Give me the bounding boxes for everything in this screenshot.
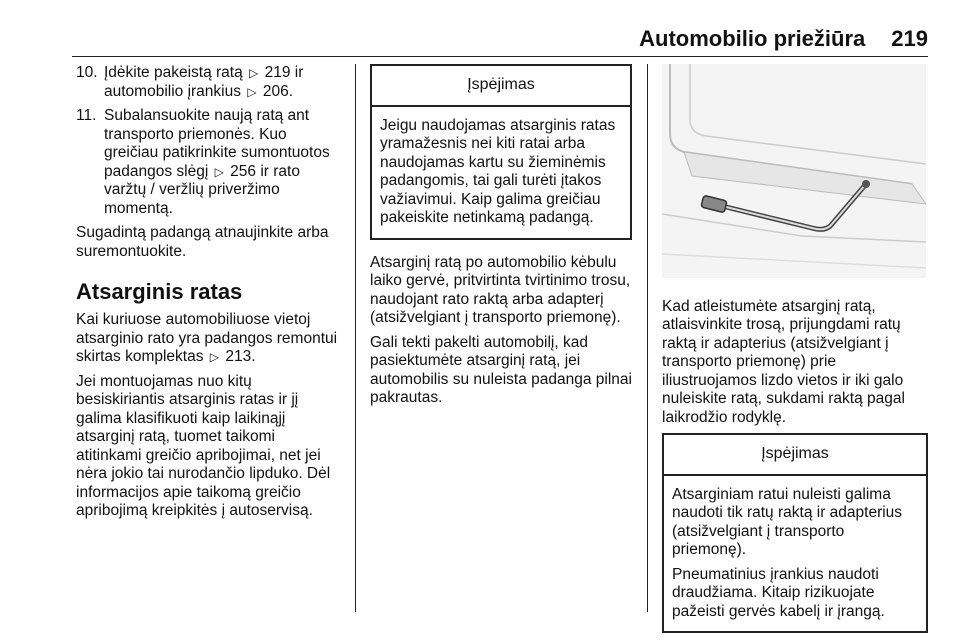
page-reference: 213. [225,348,256,365]
paragraph-damaged-tire: Sugadintą padangą atnaujinkite arba suremontuokite. [76,224,329,260]
paragraph-repair-kit [76,311,344,367]
paragraph-text: Kai kuriuose automobiliuose vietoj atsarginio rato yra padangos remontui skirtas komplektas [76,311,338,365]
column-1 [76,64,344,527]
section-heading: Atsarginis ratas [76,279,243,304]
column-divider-2 [647,64,648,612]
warning-box [370,64,632,240]
reference-arrow-icon: ▷ [214,164,224,179]
page-header [639,26,928,58]
paragraph-temporary-spare: Jei montuojamas nuo kitų besiskiriantis atsarginis ratas ir jį galima klasifikuoti kaip laikinąjį atsarginį ratą, tuomet taikomi atitinkami greičio apribojimai, net jei nėra jokio tai nurodančio lipduko. Dėl informacijos apie taikomą greičio apribojimą kreipkitės į autoservisą. [76,372,331,519]
steps-list [76,64,344,218]
warning-title: Įspėjimas [664,435,926,476]
paragraph-release-spare: Kad atleistumėte atsarginį ratą, atlaisvinkite trosą, prijungdami ratų raktą ir adapterius (atsižvelgiant į transporto priemonę) prie iliustruojamos lizdo vietos ir iki galo nuleiskite ratą, sukdami raktą pagal laikrodžio rodyklę. [662,297,905,426]
column-2 [370,64,632,414]
reference-arrow-icon: ▷ [209,350,220,364]
warning-text: Pneumatinius įrankius naudoti draudžiama. Kitaip rizikuojate pažeisti gervės kabelį ir įrangą. [672,565,885,620]
step-text: ir rato varžtų / veržlių priveržimo momentą. [104,162,300,217]
warning-box [662,433,928,633]
paragraph-winch: Atsarginį ratą po automobilio kėbulu laiko gervė, pritvirtinta tvirtinimo trosu, naudojant rato raktą arba adapterį (atsižvelgiant į transporto priemonę). [370,253,631,326]
step-10 [76,64,344,101]
step-text: Įdėkite pakeistą ratą [104,64,243,81]
warning-body [372,107,630,238]
step-number: 11. [76,107,97,124]
step-number: 10. [76,64,98,81]
page-reference: 206. [262,82,294,100]
step-text: ir automobilio įrankius [104,64,304,100]
warning-title: Įspėjimas [372,66,630,107]
section-title: Automobilio priežiūra [639,26,866,51]
column-divider-1 [355,64,356,612]
column-3 [662,64,928,642]
warning-text: Atsarginiam ratui nuleisti galima naudoti tik ratų raktą ir adapterius (atsižvelgiant į transporto priemonę). [672,485,903,558]
step-11 [76,107,344,218]
page-reference: 219 [264,64,291,81]
page-number: 219 [891,26,928,51]
warning-body [664,476,926,632]
step-text: Subalansuokite naują ratą ant transporto priemonės. Kuo greičiau patikrinkite sumontuotos padangos slėgį [104,107,330,180]
reference-arrow-icon: ▷ [249,66,259,80]
paragraph-lift-vehicle: Gali tekti pakelti automobilį, kad pasiektumėte atsarginį ratą, jei automobilis su nuleista padanga pilnai pakrautas. [370,333,632,406]
warning-text: Jeigu naudojamas atsarginis ratas yramažesnis nei kiti ratai arba naudojamas kartu su žieminėmis padangomis, tai gali turėti įtakos važiavimui. Kaip galima greičiau pakeiskite netinkamą padangą. [380,116,616,226]
header-rule [72,56,928,57]
page-reference: 256 [230,162,257,180]
spare-wheel-wrench-illustration [662,64,926,278]
reference-arrow-icon: ▷ [247,84,257,99]
